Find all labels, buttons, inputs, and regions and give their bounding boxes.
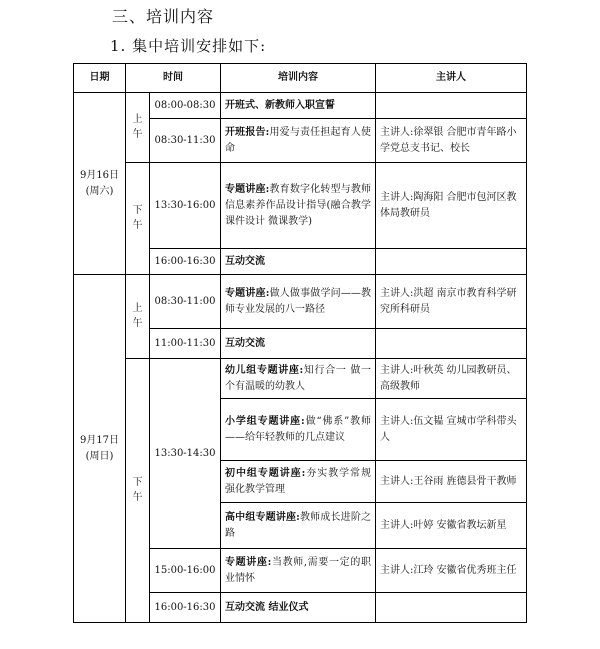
time-cell: 08:30-11:30 xyxy=(150,119,221,163)
content-desc: 做“佛系”教师——给年轻教师的几点建议 xyxy=(225,415,371,443)
content-cell xyxy=(221,119,376,163)
schedule-table xyxy=(73,63,527,623)
speaker-cell xyxy=(376,93,527,119)
speaker-cell: 主讲人:陶海阳 合肥市包河区教体局教研员 xyxy=(376,163,527,249)
speaker-cell: 主讲人:江玲 安徽省优秀班主任 xyxy=(376,549,527,593)
content-title: 专题讲座: xyxy=(225,183,270,195)
content-title: 互动交流 xyxy=(225,337,265,349)
speaker-cell xyxy=(376,593,527,623)
content-title: 开班报告: xyxy=(225,126,270,138)
content-desc: 教育数字化转型与教师信息素养作品设计指导(融合教学 课件设计 微课教学) xyxy=(225,183,371,227)
content-title: 专题讲座: xyxy=(225,556,272,568)
content-title: 小学组专题讲座: xyxy=(225,415,305,427)
day-weekday: (周六) xyxy=(85,185,114,197)
half-day-cell xyxy=(126,163,150,275)
day-weekday: (周日) xyxy=(85,450,114,462)
content-desc: 用爱与责任担起育人使命 xyxy=(225,126,371,154)
day-date: 9月17日 xyxy=(79,434,120,446)
content-cell xyxy=(221,275,376,329)
header-speaker: 主讲人 xyxy=(376,64,527,93)
content-cell xyxy=(221,503,376,549)
day-cell xyxy=(74,93,126,275)
content-desc: 夯实教学常规 强化教学管理 xyxy=(225,467,372,495)
header-content: 培训内容 xyxy=(221,64,376,93)
section-heading: 三、培训内容 xyxy=(112,7,215,26)
content-cell xyxy=(221,329,376,359)
speaker-cell: 主讲人:洪超 南京市教育科学研究所科研员 xyxy=(376,275,527,329)
content-desc: 知行合一 做一个有温暖的幼教人 xyxy=(225,364,371,392)
time-cell: 11:00-11:30 xyxy=(150,329,221,359)
half-day-cell xyxy=(126,359,150,623)
content-title: 开班式、新教师入职宣誓 xyxy=(225,99,335,111)
header-time: 时间 xyxy=(126,64,221,93)
content-cell xyxy=(221,399,376,461)
speaker-cell: 主讲人:徐翠银 合肥市青年路小学党总支书记、校长 xyxy=(376,119,527,163)
speaker-cell: 主讲人:伍文韫 宣城市学科带头人 xyxy=(376,399,527,461)
table-row xyxy=(74,163,527,249)
section-subheading: 1. 集中培训安排如下: xyxy=(110,37,267,55)
table-header-row xyxy=(74,64,527,93)
content-cell xyxy=(221,249,376,275)
time-cell: 16:00-16:30 xyxy=(150,249,221,275)
half-day-label: 下午 xyxy=(132,205,143,231)
content-title: 高中组专题讲座: xyxy=(225,511,300,523)
day-date: 9月16日 xyxy=(79,169,120,181)
content-cell xyxy=(221,163,376,249)
table-row xyxy=(74,359,527,399)
content-cell xyxy=(221,549,376,593)
content-desc: 做人做事做学问——教师专业发展的八一路径 xyxy=(225,287,371,315)
time-cell: 15:00-16:00 xyxy=(150,549,221,593)
time-cell: 08:30-11:00 xyxy=(150,275,221,329)
table-row xyxy=(74,275,527,329)
time-cell: 08:00-08:30 xyxy=(150,93,221,119)
header-date: 日期 xyxy=(74,64,126,93)
speaker-cell: 主讲人:叶婷 安徽省教坛新星 xyxy=(376,503,527,549)
half-day-label: 下午 xyxy=(132,477,143,503)
half-day-cell xyxy=(126,93,150,163)
time-cell: 13:30-16:00 xyxy=(150,163,221,249)
time-cell: 16:00-16:30 xyxy=(150,593,221,623)
half-day-cell xyxy=(126,275,150,359)
content-desc: 当教师,需要一定的职业情怀 xyxy=(225,556,371,584)
content-title: 初中组专题讲座: xyxy=(225,467,306,479)
content-cell xyxy=(221,359,376,399)
time-cell: 13:30-14:30 xyxy=(150,359,221,549)
content-title: 专题讲座: xyxy=(225,287,270,299)
speaker-cell xyxy=(376,329,527,359)
day-cell xyxy=(74,275,126,623)
speaker-cell xyxy=(376,249,527,275)
content-title: 互动交流 结业仪式 xyxy=(225,601,309,613)
half-day-label: 上午 xyxy=(132,114,143,140)
content-title: 幼儿组专题讲座: xyxy=(225,364,304,376)
speaker-cell: 主讲人:王谷雨 旌德县骨干教师 xyxy=(376,461,527,503)
half-day-label: 上午 xyxy=(132,303,143,329)
content-title: 互动交流 xyxy=(225,255,265,267)
content-cell xyxy=(221,93,376,119)
table-row xyxy=(74,93,527,119)
content-cell xyxy=(221,593,376,623)
speaker-cell: 主讲人:叶秋英 幼儿园教研员、高级教师 xyxy=(376,359,527,399)
content-desc: 教师成长进阶之路 xyxy=(225,511,371,539)
content-cell xyxy=(221,461,376,503)
